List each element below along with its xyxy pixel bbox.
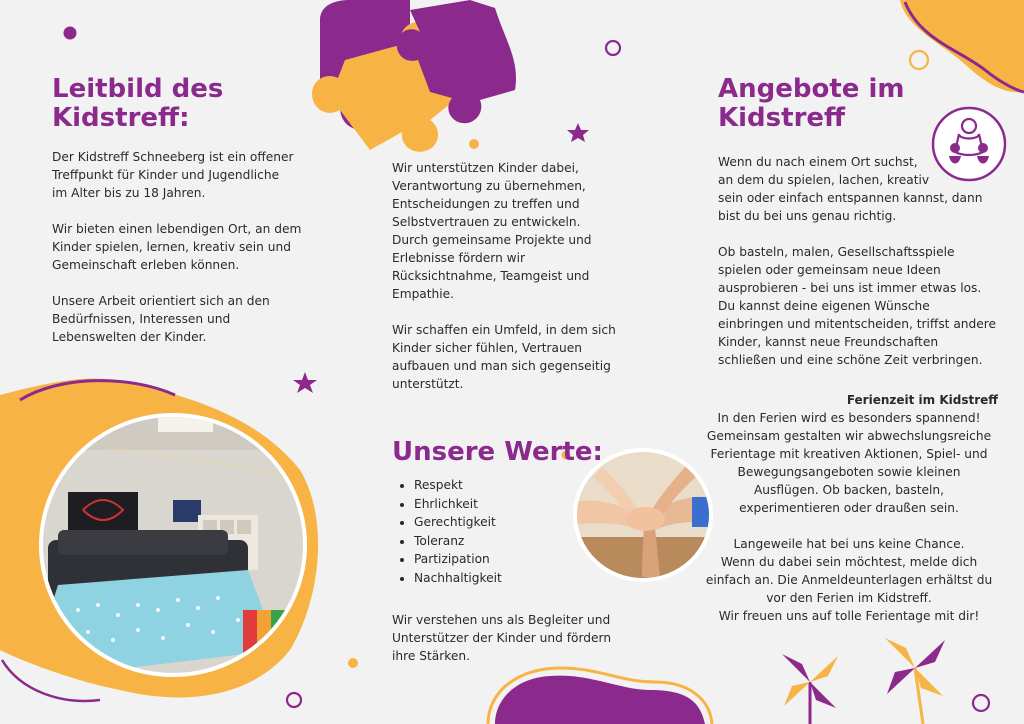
right-heading-line: Kidstreff bbox=[718, 103, 846, 133]
text-line: Langeweile hat bei uns keine Chance. bbox=[733, 537, 965, 551]
dot-icon bbox=[348, 658, 358, 668]
ring-icon bbox=[910, 51, 928, 69]
text-line: Kinder, kannst neue Freundschaften bbox=[718, 335, 939, 349]
values-list bbox=[392, 476, 584, 587]
text-line: Ausflügen. Ob backen, basteln, bbox=[753, 483, 945, 497]
text-line: Bewegungsangeboten sowie kleinen bbox=[737, 465, 961, 479]
ferien-section bbox=[700, 391, 998, 625]
middle-text bbox=[392, 159, 662, 393]
left-text bbox=[52, 148, 322, 346]
right-paragraph bbox=[718, 153, 1018, 225]
dot-icon bbox=[469, 139, 479, 149]
text-line: Erlebnisse fördern wir bbox=[392, 251, 526, 265]
text-line: ausprobieren - bei uns ist immer etwas los. bbox=[718, 281, 982, 295]
right-heading bbox=[718, 75, 918, 133]
text-line: vor den Ferien im Kidstreff. bbox=[766, 591, 932, 605]
text-line: In den Ferien wird es besonders spannend! bbox=[717, 411, 981, 425]
pinwheel-icon bbox=[782, 654, 838, 724]
text-line: Treffpunkt für Kinder und Jugendliche bbox=[52, 168, 280, 182]
right-heading-line: Angebote im bbox=[718, 74, 905, 104]
list-item: • Gerechtigkeit bbox=[414, 513, 584, 532]
text-line: Wenn du nach einem Ort suchst, bbox=[718, 155, 918, 169]
text-line: Ob basteln, malen, Gesellschaftsspiele bbox=[718, 245, 955, 259]
text-line: Entscheidungen zu treffen und bbox=[392, 197, 580, 211]
text-line: ihre Stärken. bbox=[392, 649, 470, 663]
text-line: schließen und eine schöne Zeit verbringen. bbox=[718, 353, 983, 367]
text-line: unterstützt. bbox=[392, 377, 464, 391]
left-heading-line: Kidstreff: bbox=[52, 103, 190, 133]
left-paragraph bbox=[52, 148, 322, 202]
values-heading: Unsere Werte: bbox=[392, 437, 603, 467]
hands-photo bbox=[572, 447, 714, 583]
text-line: Wir unterstützen Kinder dabei, bbox=[392, 161, 579, 175]
text-line: an dem du spielen, lachen, kreativ bbox=[718, 173, 930, 187]
right-paragraph bbox=[718, 243, 1018, 369]
ferien-title: Ferienzeit im Kidstreff bbox=[846, 393, 998, 407]
room-photo bbox=[38, 410, 308, 680]
text-line: einfach an. Die Anmeldeunterlagen erhältst du bbox=[705, 573, 993, 587]
list-item: • Ehrlichkeit bbox=[414, 495, 584, 514]
text-line: Wir schaffen ein Umfeld, in dem sich bbox=[392, 323, 616, 337]
list-item: • Partizipation bbox=[414, 550, 584, 569]
text-line: Verantwortung zu übernehmen, bbox=[392, 179, 586, 193]
text-line: Selbstvertrauen zu entwickeln. bbox=[392, 215, 581, 229]
dot-icon bbox=[64, 27, 77, 40]
text-line: Unsere Arbeit orientiert sich an den bbox=[52, 294, 270, 308]
text-line: Ferientage mit kreativen Aktionen, Spiel- und bbox=[710, 447, 988, 461]
text-line: im Alter bis zu 18 Jahren. bbox=[52, 186, 206, 200]
text-line: sein oder einfach entspannen kannst, dann bbox=[718, 191, 983, 205]
text-line: einbringen und mitentscheiden, triffst andere bbox=[718, 317, 997, 331]
text-line: Wir verstehen uns als Begleiter und bbox=[392, 613, 611, 627]
text-line: Bedürfnissen, Interessen und bbox=[52, 312, 231, 326]
ring-icon bbox=[287, 693, 301, 707]
text-line: Unterstützer der Kinder und fördern bbox=[392, 631, 612, 645]
star-icon bbox=[293, 372, 317, 393]
text-line: experimentieren oder draußen sein. bbox=[739, 501, 959, 515]
ring-icon bbox=[606, 41, 620, 55]
ferien-paragraph bbox=[700, 535, 998, 625]
star-icon bbox=[567, 123, 589, 142]
right-text bbox=[718, 153, 1018, 369]
text-line: Kinder sicher fühlen, Vertrauen bbox=[392, 341, 582, 355]
left-heading bbox=[52, 75, 332, 133]
middle-paragraph bbox=[392, 159, 662, 303]
text-line: bist du bei uns genau richtig. bbox=[718, 209, 897, 223]
text-line: Empathie. bbox=[392, 287, 455, 301]
ferien-paragraph bbox=[700, 409, 998, 517]
text-line: Du kannst deine eigenen Wünsche bbox=[718, 299, 930, 313]
puzzle-pieces-icon bbox=[312, 0, 516, 152]
left-paragraph bbox=[52, 292, 322, 346]
list-item: • Toleranz bbox=[414, 532, 584, 551]
text-line: Lebenswelten der Kinder. bbox=[52, 330, 207, 344]
left-paragraph bbox=[52, 220, 322, 274]
text-line: Wir bieten einen lebendigen Ort, an dem bbox=[52, 222, 302, 236]
list-item: • Nachhaltigkeit bbox=[414, 569, 584, 588]
left-heading-line: Leitbild des bbox=[52, 74, 224, 104]
text-line: aufbauen und man sich gegenseitig bbox=[392, 359, 611, 373]
text-line: Wenn du dabei sein möchtest, melde dich bbox=[720, 555, 978, 569]
ring-icon bbox=[973, 695, 989, 711]
text-line: Gemeinsam gestalten wir abwechslungsreiche bbox=[706, 429, 992, 443]
pinwheel-icon bbox=[885, 638, 945, 724]
text-line: Gemeinschaft erleben können. bbox=[52, 258, 240, 272]
text-line: Rücksichtnahme, Teamgeist und bbox=[392, 269, 590, 283]
text-line: spielen oder gemeinsam neue Ideen bbox=[718, 263, 941, 277]
text-line: Wir freuen uns auf tolle Ferientage mit dir! bbox=[718, 609, 980, 623]
middle-closing bbox=[392, 611, 652, 665]
top-right-blob bbox=[900, 0, 1024, 92]
text-line: Der Kidstreff Schneeberg ist ein offener bbox=[52, 150, 294, 164]
list-item: • Respekt bbox=[414, 476, 584, 495]
text-line: Kinder spielen, lernen, kreativ sein und bbox=[52, 240, 291, 254]
middle-paragraph bbox=[392, 321, 662, 393]
text-line: Durch gemeinsame Projekte und bbox=[392, 233, 592, 247]
